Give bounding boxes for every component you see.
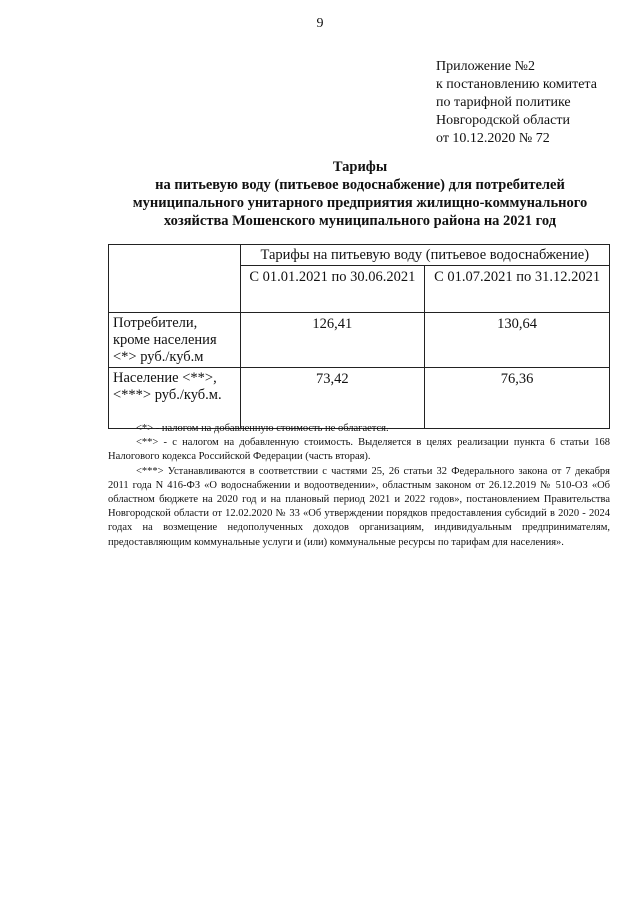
table-period-header: С 01.07.2021 по 31.12.2021 bbox=[425, 266, 610, 313]
title-line: Тарифы bbox=[332, 159, 388, 175]
table-header-main: Тарифы на питьевую воду (питьевое водоснабжение) bbox=[240, 245, 610, 266]
appendix-line: Приложение №2 bbox=[436, 59, 535, 74]
appendix-block bbox=[436, 58, 597, 148]
table-cell-value: 126,41 bbox=[240, 313, 425, 368]
table-row-label: Население <**>, <***> руб./куб.м. bbox=[109, 368, 241, 429]
table-row-label: Потребители, кроме населения <*> руб./куб.м bbox=[109, 313, 241, 368]
title-line: муниципального унитарного предприятия жилищно-коммунального bbox=[132, 195, 588, 211]
table-period-header: С 01.01.2021 по 30.06.2021 bbox=[240, 266, 425, 313]
page-number: 9 bbox=[316, 16, 324, 31]
table-cell-value: 73,42 bbox=[240, 368, 425, 429]
footnote: <*> - налогом на добавленную стоимость не облагается. bbox=[136, 423, 389, 434]
appendix-line: к постановлению комитета bbox=[436, 77, 597, 92]
table-cell-value: 76,36 bbox=[425, 368, 610, 429]
document-title bbox=[90, 158, 630, 230]
tariff-table bbox=[108, 244, 610, 429]
title-line: хозяйства Мошенского муниципального района на 2021 год bbox=[163, 213, 557, 229]
appendix-line: по тарифной политике bbox=[436, 95, 571, 110]
table-cell-value: 130,64 bbox=[425, 313, 610, 368]
footnotes bbox=[108, 422, 610, 550]
footnote: <**> - с налогом на добавленную стоимость. Выделяется в целях реализации пункта 6 статьи 168 Налогового кодекса Российской Федерации (часть вторая). bbox=[108, 437, 610, 463]
appendix-line: Новгородской области bbox=[436, 113, 570, 128]
table-header-row bbox=[109, 245, 610, 266]
table-row bbox=[109, 368, 610, 429]
appendix-line: от 10.12.2020 № 72 bbox=[436, 131, 550, 146]
table-corner-cell bbox=[109, 245, 241, 313]
table-row bbox=[109, 313, 610, 368]
title-line: на питьевую воду (питьевое водоснабжение) для потребителей bbox=[155, 177, 565, 193]
footnote: <***> Устанавливаются в соответствии с частями 25, 26 статьи 32 Федерального закона от 7 декабря 2011 года N 416-ФЗ «О водоснабжении и водоотведении», областным законом от 26.12.2019 № 510-ОЗ «Об областном бюджете на 2020 год и на плановый период 2021 и 2022 годов», постановлением Правительства Новгородской области от 12.02.2020 № 33 «Об утверждении порядков предоставления субсидий в 2020 - 2024 годах на возмещение недополученных доходов организациям, индивидуальным предпринимателям, предоставляющим коммунальные услуги и (или) коммунальные ресурсы по тарифам для населения». bbox=[108, 465, 610, 548]
